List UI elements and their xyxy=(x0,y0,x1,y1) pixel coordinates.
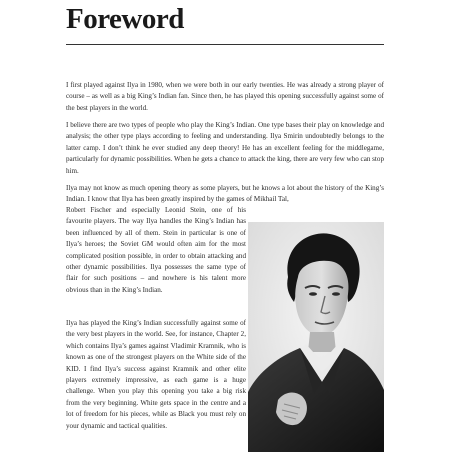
title-rule xyxy=(66,44,384,45)
author-portrait-photo xyxy=(248,222,384,452)
paragraph-2: I believe there are two types of people who play the King’s Indian. One type bases their play on knowledge and analysis; the other type plays according to feeling and understanding. Ilya Smirin undoubtedly belongs to the latter camp. I don’t think he ever studied any deep theory! He has an excellent feeling for the middlegame, particularly for dynamic possibilities. When he gets a chance to attack the king, there are very few who can stop him. xyxy=(66,121,384,175)
paragraph-1: I first played against Ilya in 1980, when we were both in our early twenties. He was already a strong player of course – as well as a big King’s Indian fan. Since then, he has played this opening successfully against some of the best players in the world. xyxy=(66,81,384,112)
paragraph-3-intro: Ilya may not know as much opening theory as some players, but he knows a lot about the history of the King’s Indian. I know that Ilya has been greatly inspired by the games of Mikhail Tal, xyxy=(66,184,384,204)
page-title: Foreword xyxy=(66,3,184,35)
paragraph-4-wrapped: Ilya has played the King’s Indian successfully against some of the very best players in the world. See, for instance, Chapter 2, which contains Ilya’s games against Vladimir Kramnik, who is known as one of the strongest players on the White side of the KID. I find Ilya’s success against Kramnik and other elite players extremely impressive, as each game is a huge challenge. When you play this opening you take a big risk from the very beginning. White gets space in the centre and a lot of freedom for his pieces, while as Black you must rely on your dynamic and tactical qualities. xyxy=(66,319,246,430)
paragraph-3-wrapped: Robert Fischer and especially Leonid Stein, one of his favourite players. The way Ilya handles the King’s Indian has been influenced by all of them. Stein in particular is one of Ilya’s heroes; the Soviet GM would often aim for the most complicated position possible, in order to obtain attacking and other dynamic possibilities. Ilya possesses the same type of flair for such positions – and nowhere is his talent more obvious than in the King’s Indian. xyxy=(66,206,246,294)
